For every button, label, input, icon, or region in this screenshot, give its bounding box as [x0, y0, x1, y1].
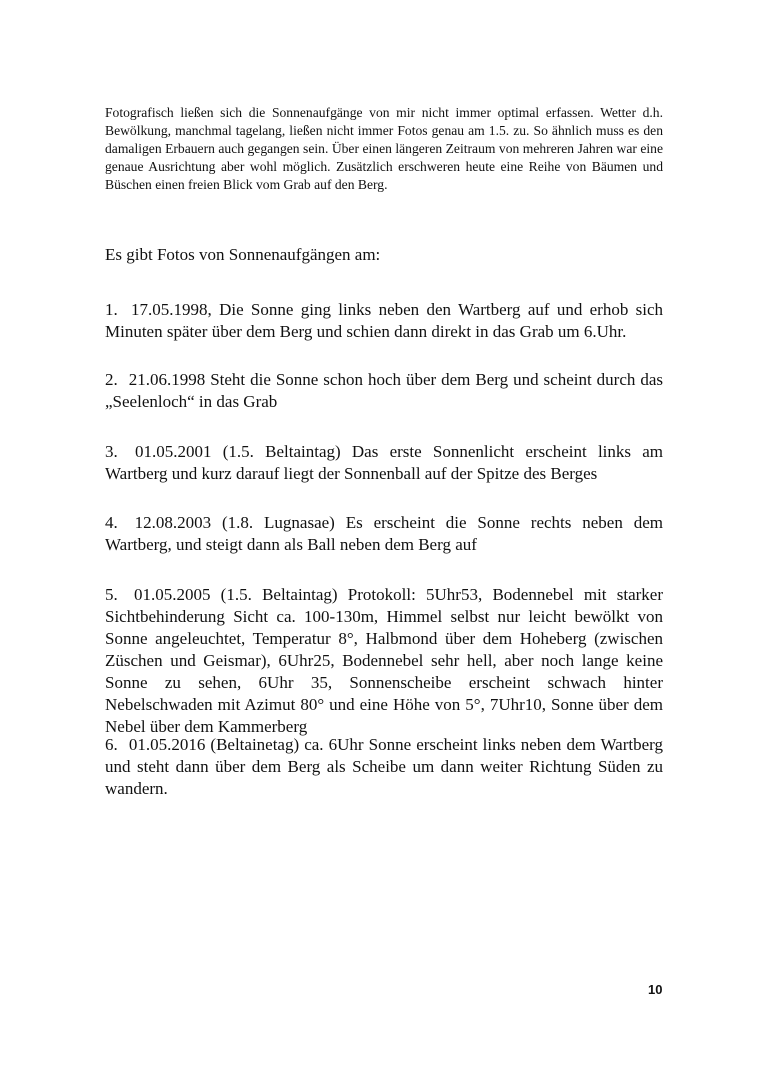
list-item-text: 01.05.2001 (1.5. Beltaintag) Das erste Sonnenlicht erscheint links am Wartberg und kurz darauf liegt der Sonnenball auf der Spitze des Berges	[105, 442, 664, 483]
list-item-number: 1.	[105, 300, 118, 319]
list-item-text: 17.05.1998, Die Sonne ging links neben den Wartberg auf und erhob sich Minuten später über dem Berg und schien dann direkt in das Grab um 6.Uhr.	[105, 300, 663, 341]
list-item-number: 5.	[105, 585, 118, 604]
list-item	[105, 584, 663, 738]
list-heading: Es gibt Fotos von Sonnenaufgängen am:	[105, 245, 381, 264]
list-item-text: 12.08.2003 (1.8. Lugnasae) Es erscheint die Sonne rechts neben dem Wartberg, und steigt dann als Ball neben dem Berg auf	[105, 513, 663, 554]
list-item	[105, 299, 663, 343]
list-item-text: 01.05.2016 (Beltainetag) ca. 6Uhr Sonne erscheint links neben dem Wartberg und steht dann über dem Berg als Scheibe um dann weiter Richtung Süden zu wandern.	[105, 735, 663, 798]
list-item-text: 21.06.1998 Steht die Sonne schon hoch über dem Berg und scheint durch das „Seelenloch“ in das Grab	[105, 370, 663, 411]
list-item-number: 4.	[105, 513, 118, 532]
list-item	[105, 734, 663, 800]
list-item-number: 2.	[105, 370, 118, 389]
list-item-number: 6.	[105, 735, 118, 754]
list-item	[105, 441, 663, 485]
list-item	[105, 512, 663, 556]
list-item	[105, 369, 663, 413]
page-number: 10	[648, 982, 663, 997]
list-item-text: 01.05.2005 (1.5. Beltaintag) Protokoll: 5Uhr53, Bodennebel mit starker Sichtbehinderung Sicht ca. 100-130m, Himmel selbst nur leicht bewölkt von Sonne angeleuchtet, Temperatur 8°, Halbmond über dem Hoheberg (zwischen Züschen und Geismar), 6Uhr25, Bodennebel sehr hell, aber noch lange keine Sonne zu sehen, 6Uhr 35, Sonnenscheibe erscheint schwach hinter Nebelschwaden mit Azimut 80° und eine Höhe von 5°, 7Uhr10, Sonne über dem Nebel über dem Kammerberg	[105, 585, 663, 736]
list-item-number: 3.	[105, 442, 118, 461]
intro-paragraph: Fotografisch ließen sich die Sonnenaufgänge von mir nicht immer optimal erfassen. Wetter d.h. Bewölkung, manchmal tagelang, ließen nicht immer Fotos genau am 1.5. zu. So ähnlich muss es den damaligen Erbauern auch gegangen sein. Über einen längeren Zeitraum von mehreren Jahren war eine genaue Ausrichtung aber wohl möglich. Zusätzlich erschweren heute eine Reihe von Bäumen und Büschen einen freien Blick vom Grab auf den Berg.	[105, 105, 663, 192]
